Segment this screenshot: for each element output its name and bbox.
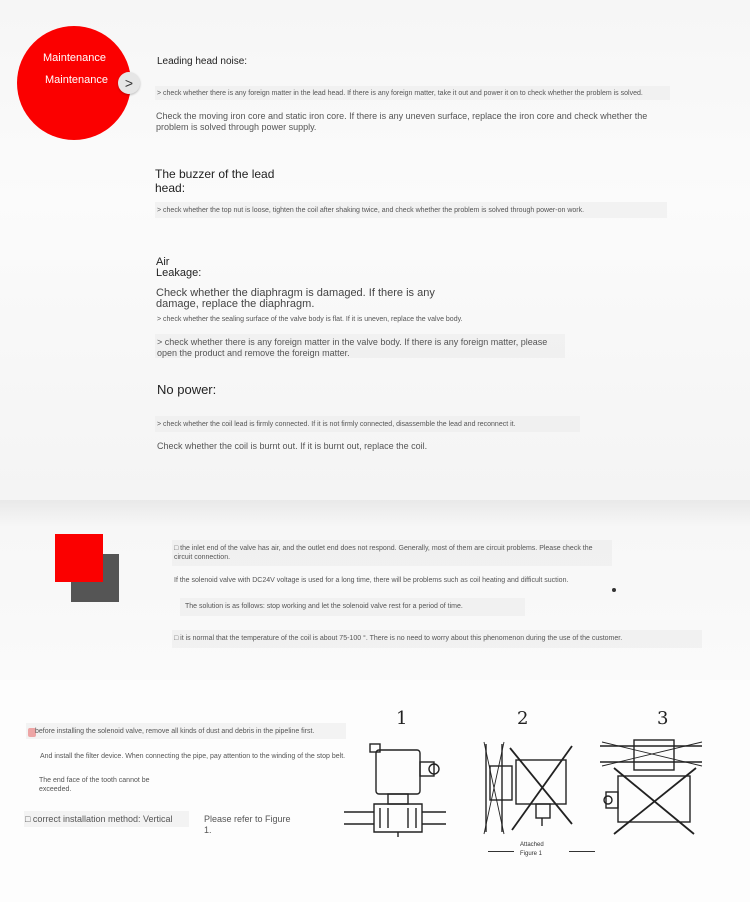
section-title-no-power: No power: <box>157 382 217 397</box>
figure-caption-line-1: Attached <box>520 842 544 848</box>
next-arrow-button[interactable]: > <box>118 72 140 94</box>
figure-caption-line-2: Figure 1 <box>520 851 543 857</box>
note-1: □ the inlet end of the valve has air, and the outlet end does not respond. Generally, most of them are circuit problems. Please check the circuit connection. <box>174 545 593 562</box>
note-2: If the solenoid valve with DC24V voltage is used for a long time, there will be problems such as coil heating and difficult suction. <box>174 577 569 584</box>
decor-square-red <box>55 534 103 582</box>
badge-line-1: Maintenance <box>43 52 106 64</box>
valve-figure-3 <box>598 738 708 838</box>
lead-noise-item-1: > check whether there is any foreign matter in the lead head. If there is any foreign matter, take it out and power it on to check whether the problem is solved. <box>157 90 643 97</box>
install-item-2: And install the filter device. When connecting the pipe, pay attention to the winding of the stop belt. <box>40 753 346 760</box>
section-title-air-leakage: Air Leakage: <box>156 256 202 279</box>
note-3: The solution is as follows: stop working and let the solenoid valve rest for a period of time. <box>185 603 463 610</box>
decor-dot <box>612 588 616 592</box>
figure-label-1: 1 <box>396 708 408 729</box>
note-4: □ it is normal that the temperature of the coil is about 75-100 °. There is no need to worry about this phenomenon during the use of the customer. <box>174 635 623 642</box>
caption-rule-left <box>488 851 514 852</box>
no-power-item-1: > check whether the coil lead is firmly connected. If it is not firmly connected, disassemble the lead and reconnect it. <box>157 421 516 428</box>
install-method: □ correct installation method: Vertical <box>25 814 173 824</box>
install-refer: Please refer to Figure 1. <box>204 814 291 835</box>
section-title-buzzer: The buzzer of the lead head: <box>155 167 275 195</box>
figure-label-2: 2 <box>517 708 529 729</box>
valve-figure-1 <box>340 738 450 838</box>
valve-figure-2 <box>480 738 580 838</box>
no-power-item-2: Check whether the coil is burnt out. If it is burnt out, replace the coil. <box>157 441 428 451</box>
air-leakage-item-1: Check whether the diaphragm is damaged. If there is any damage, replace the diaphragm. <box>156 287 435 310</box>
caption-rule-right <box>569 851 595 852</box>
air-leakage-item-3: > check whether there is any foreign matter in the valve body. If there is any foreign matter, please open the product and remove the foreign matter. <box>157 337 548 358</box>
install-item-3: The end face of the tooth cannot be exceeded. <box>39 777 150 794</box>
buzzer-item-1: > check whether the top nut is loose, tighten the coil after shaking twice, and check whether the problem is solved through power-on work. <box>157 207 585 214</box>
lead-noise-item-2: Check the moving iron core and static iron core. If there is any uneven surface, replace the iron core and check whether the problem is solved through power supply. <box>156 111 648 132</box>
badge-line-2: Maintenance <box>45 74 108 86</box>
air-leakage-item-2: > check whether the sealing surface of the valve body is flat. If it is uneven, replace the valve body. <box>157 316 463 323</box>
figure-label-3: 3 <box>657 708 669 729</box>
section-title-lead-noise: Leading head noise: <box>157 56 248 67</box>
install-item-1: before installing the solenoid valve, remove all kinds of dust and debris in the pipeline first. <box>35 728 315 735</box>
